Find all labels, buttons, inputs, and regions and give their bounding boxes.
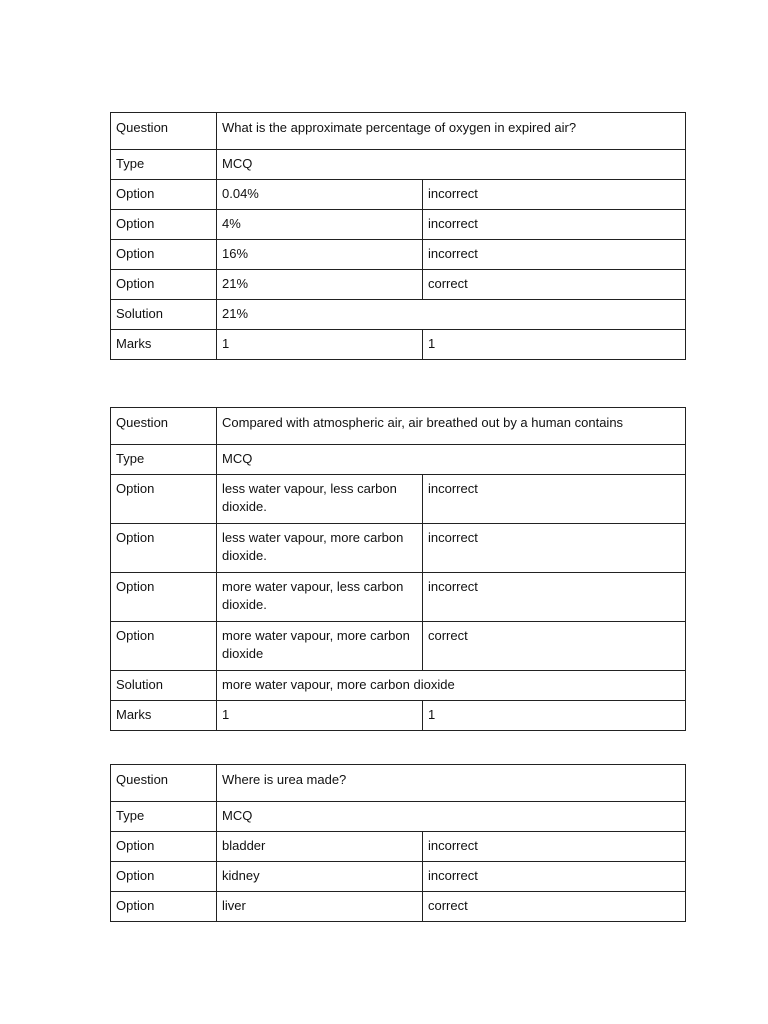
type-label: Type (111, 150, 217, 180)
option-label: Option (111, 210, 217, 240)
question-text: Where is urea made? (217, 765, 686, 802)
option-text: less water vapour, less carbon dioxide. (217, 475, 423, 524)
option-row (111, 210, 686, 240)
question-text: Compared with atmospheric air, air breathed out by a human contains (217, 408, 686, 445)
question-table-1 (110, 112, 686, 360)
option-text: more water vapour, less carbon dioxide. (217, 573, 423, 622)
option-status: correct (423, 270, 686, 300)
solution-label: Solution (111, 300, 217, 330)
marks-label: Marks (111, 330, 217, 360)
solution-row (111, 300, 686, 330)
marks-value-2: 1 (423, 330, 686, 360)
option-row (111, 573, 686, 622)
type-value: MCQ (217, 802, 686, 832)
option-label: Option (111, 573, 217, 622)
question-label: Question (111, 408, 217, 445)
option-status: incorrect (423, 475, 686, 524)
type-row (111, 150, 686, 180)
marks-value-2: 1 (423, 701, 686, 731)
question-row (111, 113, 686, 150)
option-label: Option (111, 180, 217, 210)
option-label: Option (111, 524, 217, 573)
option-row (111, 524, 686, 573)
option-label: Option (111, 862, 217, 892)
option-text: 0.04% (217, 180, 423, 210)
solution-value: more water vapour, more carbon dioxide (217, 671, 686, 701)
option-label: Option (111, 832, 217, 862)
type-value: MCQ (217, 445, 686, 475)
marks-value: 1 (217, 330, 423, 360)
solution-label: Solution (111, 671, 217, 701)
option-status: incorrect (423, 862, 686, 892)
option-text: less water vapour, more carbon dioxide. (217, 524, 423, 573)
option-status: incorrect (423, 573, 686, 622)
question-label: Question (111, 113, 217, 150)
marks-row (111, 330, 686, 360)
option-row (111, 622, 686, 671)
question-table-2 (110, 407, 686, 731)
option-text: more water vapour, more carbon dioxide (217, 622, 423, 671)
marks-row (111, 701, 686, 731)
option-status: incorrect (423, 524, 686, 573)
option-row (111, 475, 686, 524)
option-status: incorrect (423, 210, 686, 240)
option-row (111, 180, 686, 210)
question-row (111, 765, 686, 802)
option-row (111, 862, 686, 892)
option-label: Option (111, 475, 217, 524)
question-label: Question (111, 765, 217, 802)
option-status: incorrect (423, 832, 686, 862)
question-table-3 (110, 764, 686, 922)
option-text: liver (217, 892, 423, 922)
type-row (111, 802, 686, 832)
type-label: Type (111, 445, 217, 475)
type-value: MCQ (217, 150, 686, 180)
type-row (111, 445, 686, 475)
option-text: 16% (217, 240, 423, 270)
option-status: correct (423, 622, 686, 671)
option-row (111, 270, 686, 300)
option-row (111, 240, 686, 270)
solution-row (111, 671, 686, 701)
option-row (111, 892, 686, 922)
marks-label: Marks (111, 701, 217, 731)
option-text: kidney (217, 862, 423, 892)
option-text: bladder (217, 832, 423, 862)
option-label: Option (111, 240, 217, 270)
option-text: 4% (217, 210, 423, 240)
option-label: Option (111, 892, 217, 922)
question-text: What is the approximate percentage of oxygen in expired air? (217, 113, 686, 150)
type-label: Type (111, 802, 217, 832)
option-text: 21% (217, 270, 423, 300)
marks-value: 1 (217, 701, 423, 731)
option-label: Option (111, 270, 217, 300)
option-status: correct (423, 892, 686, 922)
solution-value: 21% (217, 300, 686, 330)
option-row (111, 832, 686, 862)
option-status: incorrect (423, 180, 686, 210)
question-row (111, 408, 686, 445)
option-status: incorrect (423, 240, 686, 270)
option-label: Option (111, 622, 217, 671)
